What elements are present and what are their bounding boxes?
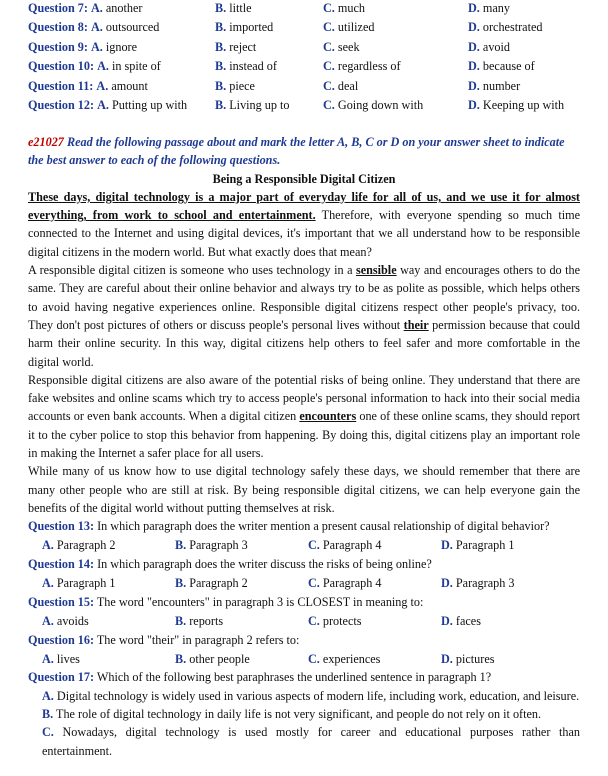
option-letter: D. [468, 59, 480, 74]
paragraph-1 [28, 188, 580, 261]
option-letter: C. [308, 651, 320, 666]
option-letter: C. [308, 538, 320, 553]
option-a [28, 687, 580, 705]
option-b [28, 705, 580, 723]
option-a: A. outsourced [90, 20, 160, 35]
question-text: Which of the following best paraphrases the underlined sentence in paragraph 1? [94, 670, 492, 685]
option-letter: B. [215, 78, 227, 93]
option-b: B. Living up to [215, 98, 290, 113]
instruction-text: Read the following passage about and mark the letter A, B, C or D on your answer sheet to indicate the best answer to each of the following questions. [28, 135, 565, 168]
option-letter: C. [308, 575, 320, 590]
option-letter: B. [175, 575, 187, 590]
option-c: C. seek [323, 39, 360, 54]
option-letter: C. [323, 59, 335, 74]
option-letter: B. [175, 613, 187, 628]
option-a: A. in spite of [97, 59, 161, 74]
paragraph-3-text-a: Responsible digital citizens are also aware of the potential risks of being online. They understand that there are fake websites and online scams which try to access people's personal information to hack into their social media accounts or even bank accounts. When a digital citizen [28, 372, 580, 424]
option-letter: D. [441, 575, 453, 590]
question-label: Question 14: [28, 557, 95, 572]
paragraph-2-text-c: permission because that could harm their online security. In this way, digital citizens help others to feel safer and more comfortable in the digital world. [28, 317, 580, 369]
paragraph-2-text-a: A responsible digital citizen is someone who uses technology in a [28, 263, 356, 278]
question-text: In which paragraph does the writer discuss the risks of being online? [94, 557, 432, 572]
options-row [28, 649, 580, 669]
question-text: In which paragraph does the writer mention a present causal relationship of digital behavior? [94, 519, 550, 534]
option-d: D. faces [441, 613, 481, 628]
option-letter: C. [323, 0, 335, 15]
option-letter: B. [215, 98, 227, 113]
option-letter: A. [96, 78, 109, 93]
option-b: B. instead of [215, 59, 277, 74]
option-b: B. little [215, 0, 252, 15]
answer-row [28, 57, 580, 77]
option-letter: C. [323, 98, 335, 113]
section-code: e21027 [28, 135, 64, 149]
question-label: Question 15: [28, 594, 95, 609]
option-d: D. avoid [468, 39, 510, 54]
option-text: Digital technology is widely used in various aspects of modern life, including work, education, and leisure. [53, 688, 580, 703]
question-label: Question 7: [28, 0, 88, 15]
option-c: C. Paragraph 4 [308, 575, 382, 590]
question-label: Question 17: [28, 670, 95, 685]
paragraph-3-text-b: one of these online scams, they should report it to the cyber police to stop this behavior from happening. By doing this, digital citizens play an important role in making the Internet a safer place for all users. [28, 409, 581, 461]
option-letter: C. [323, 20, 335, 35]
option-letter: D. [468, 39, 480, 54]
answer-row [28, 76, 580, 96]
question-16 [28, 631, 580, 669]
option-d: D. many [468, 0, 510, 15]
option-letter: D. [468, 20, 480, 35]
option-letter: A. [42, 613, 54, 628]
option-d: D. Paragraph 3 [441, 575, 515, 590]
paragraph-2 [28, 261, 580, 371]
option-text: Nowadays, digital technology is used mostly for career and educational purposes rather than entertainment. [42, 725, 580, 758]
underlined-word-their: their [403, 317, 429, 332]
option-letter: D. [468, 0, 480, 15]
option-letter: A. [42, 538, 54, 553]
options-row [28, 611, 580, 631]
option-c: C. much [323, 0, 365, 15]
option-a: A. ignore [90, 39, 138, 54]
option-letter: A. [42, 575, 54, 590]
option-letter: C. [42, 725, 54, 740]
section-instruction [28, 133, 580, 170]
option-letter: B. [215, 59, 227, 74]
option-a: A. Paragraph 1 [42, 575, 116, 590]
option-d: D. Keeping up with [468, 98, 565, 113]
option-letter: A. [90, 0, 103, 15]
option-c: C. utilized [323, 20, 375, 35]
question-label: Question 16: [28, 632, 95, 647]
option-letter: B. [215, 20, 227, 35]
option-letter: D. [468, 98, 480, 113]
option-a: A. avoids [42, 613, 89, 628]
option-d: D. pictures [441, 651, 495, 666]
answer-row [28, 37, 580, 57]
option-d: D. number [468, 78, 521, 93]
paragraph-4: While many of us know how to use digital technology safely these days, we should remember that there are many other people who are still at risk. By being responsible digital citizens, we can help everyone gain the benefits of the digital world without putting themselves at risk. [28, 464, 580, 515]
question-15 [28, 593, 580, 631]
question-label: Question 10: [28, 59, 95, 74]
option-a: A. lives [42, 651, 80, 666]
underlined-word-encounters: encounters [299, 409, 357, 424]
option-letter: C. [323, 78, 335, 93]
option-letter: D. [441, 538, 453, 553]
option-a: A. amount [96, 78, 148, 93]
passage-title: Being a Responsible Digital Citizen [212, 171, 396, 186]
question-14 [28, 555, 580, 593]
option-letter: C. [323, 39, 335, 54]
options-row [28, 573, 580, 593]
option-letter: C. [308, 613, 320, 628]
option-a: A. Putting up with [97, 98, 188, 113]
option-b: B. Paragraph 2 [175, 575, 248, 590]
option-c: C. Going down with [323, 98, 424, 113]
option-d: D. because of [468, 59, 535, 74]
question-17 [28, 668, 580, 759]
option-b: B. imported [215, 20, 274, 35]
answer-table [28, 0, 580, 115]
option-b: B. piece [215, 78, 255, 93]
option-b: B. other people [175, 651, 250, 666]
answer-row [28, 96, 580, 116]
option-d: D. Paragraph 1 [441, 538, 515, 553]
question-13 [28, 517, 580, 555]
option-c: C. protects [308, 613, 362, 628]
question-label: Question 12: [28, 98, 95, 113]
option-c: C. regardless of [323, 59, 401, 74]
option-letter: A. [90, 39, 103, 54]
option-c [28, 723, 580, 760]
option-letter: B. [42, 707, 54, 722]
option-c: C. deal [323, 78, 359, 93]
options-row [28, 536, 580, 556]
option-letter: D. [468, 78, 480, 93]
option-letter: A. [97, 59, 109, 74]
document-page [28, 0, 580, 760]
question-label: Question 9: [28, 39, 88, 54]
option-b: B. reject [215, 39, 257, 54]
underlined-word-sensible: sensible [355, 263, 397, 278]
question-text: The word "encounters" in paragraph 3 is CLOSEST in meaning to: [94, 594, 424, 609]
question-label: Question 11: [28, 78, 94, 93]
option-letter: A. [97, 98, 109, 113]
underlined-sentence: These days, digital technology is a major part of everyday life for all of us, and we use it for almost everything, from work to school and entertainment. [28, 189, 580, 223]
paragraph-3 [28, 371, 580, 462]
option-d: D. orchestrated [468, 20, 543, 35]
question-text: The word "their" in paragraph 2 refers to: [94, 632, 300, 647]
option-letter: B. [175, 651, 187, 666]
option-a: A. another [90, 0, 143, 15]
option-c: C. experiences [308, 651, 381, 666]
option-text: The role of digital technology in daily life is not very significant, and people do not rely on it often. [53, 707, 542, 722]
option-b: B. reports [175, 613, 224, 628]
option-letter: B. [215, 39, 227, 54]
question-label: Question 13: [28, 519, 95, 534]
option-letter: D. [441, 651, 453, 666]
paragraph-2-text-b: way and encourages others to do the same. They are careful about their online behavior and always try to be as polite as possible, which helps others to avoid having negative experiences online. Responsible digital citizens respect other people's privacy, too. They don't post pictures of others or discuss people's personal lives without [28, 263, 580, 332]
option-letter: A. [90, 20, 103, 35]
option-letter: D. [441, 613, 453, 628]
option-letter: B. [175, 538, 187, 553]
answer-row [28, 18, 580, 38]
option-letter: B. [215, 0, 227, 15]
option-letter: A. [42, 688, 54, 703]
option-a: A. Paragraph 2 [42, 538, 116, 553]
paragraph-1-text: Therefore, with everyone spending so much time connected to the Internet and using digital devices, it's important that we all understand how to be responsible digital citizens in the modern world. But what exactly does that mean? [28, 208, 580, 259]
question-label: Question 8: [28, 20, 88, 35]
answer-row [28, 0, 580, 18]
option-c: C. Paragraph 4 [308, 538, 382, 553]
option-letter: A. [42, 651, 54, 666]
option-b: B. Paragraph 3 [175, 538, 248, 553]
